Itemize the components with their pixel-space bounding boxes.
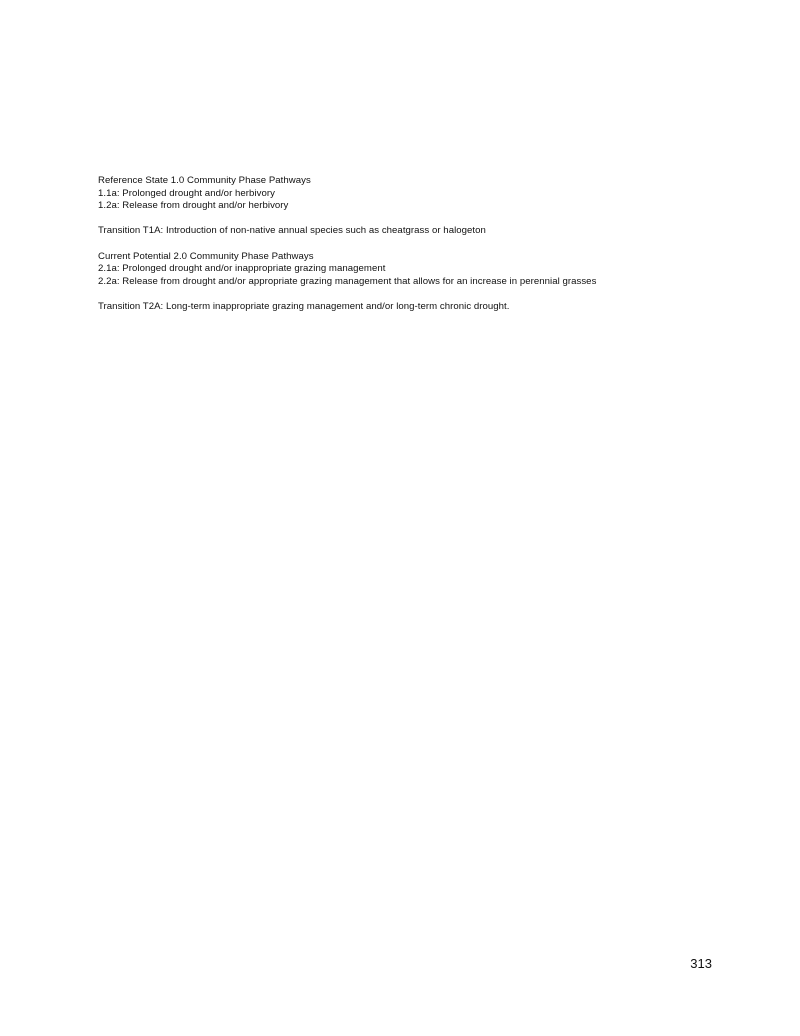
pathway-2-1a: 2.1a: Prolonged drought and/or inappropriate grazing management <box>98 263 386 275</box>
reference-state-heading: Reference State 1.0 Community Phase Pathways <box>98 175 311 186</box>
pathway-1-2a: 1.2a: Release from drought and/or herbivory <box>98 200 289 212</box>
page-body <box>98 175 718 326</box>
pathway-2-2a: 2.2a: Release from drought and/or appropriate grazing management that allows for an increase in perennial grasses <box>98 275 597 287</box>
transition-t1a <box>98 225 718 238</box>
current-potential-pathways <box>98 251 718 289</box>
transition-t2a <box>98 301 718 314</box>
transition-t1a-text: Transition T1A: Introduction of non-native annual species such as cheatgrass or halogeton <box>98 225 486 237</box>
page-number: 313 <box>690 956 712 971</box>
transition-t2a-text: Transition T2A: Long-term inappropriate grazing management and/or long-term chronic drought. <box>98 300 510 312</box>
reference-state-pathways <box>98 175 718 213</box>
pathway-1-1a: 1.1a: Prolonged drought and/or herbivory <box>98 187 275 199</box>
current-potential-heading: Current Potential 2.0 Community Phase Pathways <box>98 250 314 262</box>
